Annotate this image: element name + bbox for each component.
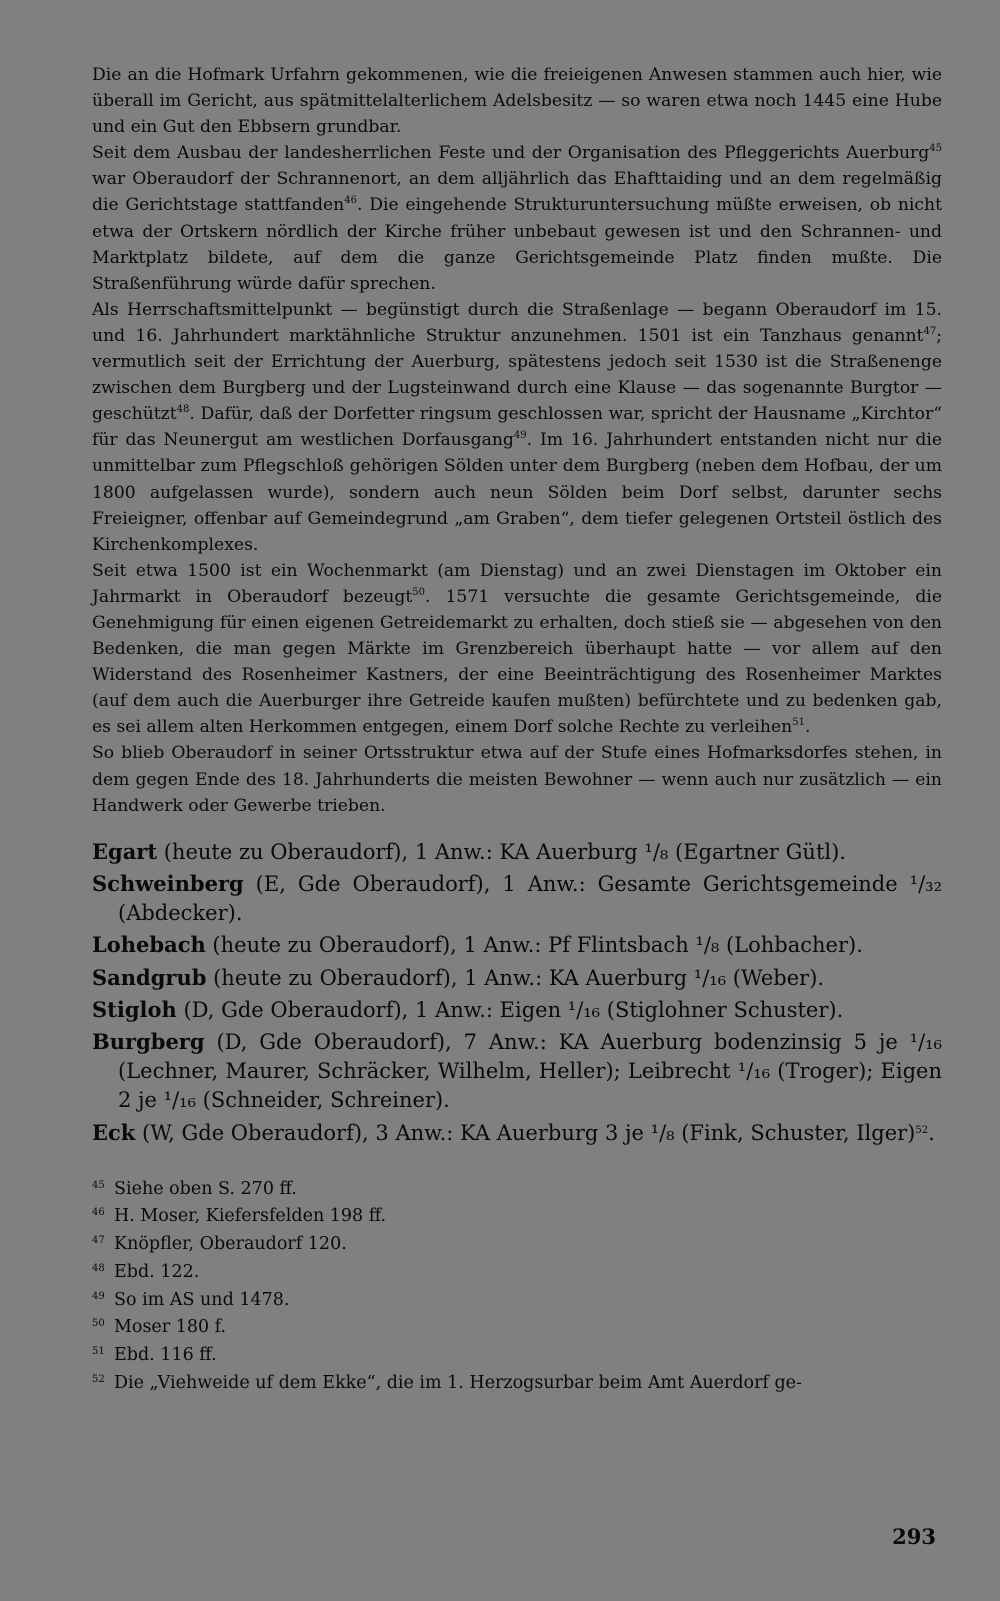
footnote-text: Ebd. 116 ff. bbox=[114, 1344, 217, 1365]
paragraph bbox=[92, 297, 942, 558]
paragraph-text: . Dafür, daß der Dorfetter ringsum geschlossen war, spricht der Hausname „Kirchtor“ für das Neunergut am westlichen Dorfausgang bbox=[92, 404, 942, 451]
place-details: (heute zu Oberaudorf), 1 Anw.: KA Auerburg ¹/₁₆ (Weber). bbox=[206, 965, 825, 990]
paragraph-text: Seit etwa 1500 ist ein Wochenmarkt (am Dienstag) und an zwei Dienstagen im Oktober ein Jahrmarkt in Oberaudorf bezeugt bbox=[92, 560, 942, 607]
paragraph-text: war Oberaudorf der Schrannenort, an dem alljährlich das Ehafttaiding und an dem regelmäßig die Gerichtstage stattfanden bbox=[92, 169, 942, 216]
place-details: (W, Gde Oberaudorf), 3 Anw.: KA Auerburg 3 je ¹/₈ (Fink, Schuster, Ilger) bbox=[135, 1120, 916, 1145]
footnote bbox=[92, 1257, 942, 1285]
footnote bbox=[92, 1229, 942, 1257]
footnote-text: Die „Viehweide uf dem Ekke“, die im 1. Herzogsurbar beim Amt Auerdorf ge- bbox=[114, 1372, 802, 1393]
paragraph-text: ; vermutlich seit der Errichtung der Auerburg, spätestens jedoch seit 1530 ist die Straßenenge zwischen dem Burgberg und der Lugsteinwand durch eine Klause — das sogenannte Burgtor — geschützt bbox=[92, 325, 942, 425]
place-name: Schweinberg bbox=[92, 870, 244, 896]
place-details: (E, Gde Oberaudorf), 1 Anw.: Gesamte Gerichtsgemeinde ¹/₃₂ (Abdecker). bbox=[118, 871, 942, 926]
paragraph-text: . 1571 versuchte die gesamte Gerichtsgemeinde, die Genehmigung für einen eigenen Getreidemarkt zu erhalten, doch stieß sie — abgesehen von den Bedenken, die man gegen Märkte im Grenzbereich überhaupt hatte — vor allem auf den Widerstand des Rosenheimer Kastners, der eine Beeinträchtigung des Rosenheimer Marktes (auf dem auch die Auerburger ihre Getreide kaufen mußten) befürchtete und zu bedenken gab, es sei allem alten Herkommen entgegen, einem Dorf solche Rechte zu verleihen bbox=[92, 586, 942, 738]
paragraph-text: . Im 16. Jahrhundert entstanden nicht nur die unmittelbar zum Pflegschloß gehörigen Sölden unter dem Burgberg (neben dem Hofbau, der um 1800 aufgelassen wurde), sondern auch neun Sölden beim Dorf selbst, darunter sechs Freieigner, offenbar auf Gemeindegrund „am Graben“, dem tiefer gelegenen Ortsteil östlich des Kirchenkomplexes. bbox=[92, 430, 943, 555]
place-details: (heute zu Oberaudorf), 1 Anw.: Pf Flintsbach ¹/₈ (Lohbacher). bbox=[205, 933, 863, 958]
place-name: Sandgrub bbox=[92, 964, 207, 990]
paragraph bbox=[92, 740, 942, 818]
place-entry bbox=[92, 1118, 942, 1148]
place-name: Burgberg bbox=[92, 1028, 205, 1054]
paragraph-text: Die an die Hofmark Urfahrn gekommenen, wie die freieigenen Anwesen stammen auch hier, wie überall im Gericht, aus spätmittelalterlichem Adelsbesitz — so waren etwa noch 1445 eine Hube und ein Gut den Ebbsern grundbar. bbox=[92, 65, 942, 138]
footnote-number: 48 bbox=[92, 1262, 105, 1274]
place-name: Lohebach bbox=[92, 932, 206, 958]
footnote-number: 47 bbox=[92, 1235, 105, 1247]
place-name: Eck bbox=[92, 1119, 136, 1145]
place-entry bbox=[92, 1027, 942, 1116]
footnote bbox=[92, 1174, 942, 1202]
footnote-ref: 47 bbox=[923, 325, 937, 337]
paragraph bbox=[92, 62, 942, 140]
footnote-number: 51 bbox=[92, 1345, 105, 1357]
footnote bbox=[92, 1285, 942, 1313]
paragraph bbox=[92, 140, 942, 297]
place-entry bbox=[92, 869, 942, 928]
footnote-text: Ebd. 122. bbox=[114, 1261, 200, 1282]
footnote-ref: 49 bbox=[513, 430, 527, 442]
footnote bbox=[92, 1312, 942, 1340]
footnote bbox=[92, 1340, 942, 1368]
place-entry bbox=[92, 963, 942, 993]
paragraph-text: Als Herrschaftsmittelpunkt — begünstigt durch die Straßenlage — begann Oberaudorf im 15. und 16. Jahrhundert marktähnliche Struktur anzunehmen. 1501 ist ein Tanzhaus genannt bbox=[92, 299, 942, 346]
place-entry bbox=[92, 995, 942, 1025]
footnote-text: Knöpfler, Oberaudorf 120. bbox=[114, 1234, 347, 1255]
footnote-number: 49 bbox=[92, 1290, 105, 1302]
place-entry bbox=[92, 837, 942, 867]
footnote-ref: 48 bbox=[176, 404, 190, 416]
footnote-text: Siehe oben S. 270 ff. bbox=[114, 1178, 297, 1199]
footnote-text: Moser 180 f. bbox=[114, 1317, 227, 1338]
place-name: Stigloh bbox=[92, 996, 177, 1022]
footnote-number: 52 bbox=[92, 1373, 105, 1385]
body-text bbox=[92, 62, 942, 819]
footnote-text: H. Moser, Kiefersfelden 198 ff. bbox=[114, 1206, 387, 1227]
paragraph bbox=[92, 558, 942, 741]
footnote-text: So im AS und 1478. bbox=[114, 1289, 290, 1310]
footnote-ref: 51 bbox=[792, 717, 805, 729]
place-details: (D, Gde Oberaudorf), 1 Anw.: Eigen ¹/₁₆ (Stiglohner Schuster). bbox=[176, 997, 844, 1022]
footnote bbox=[92, 1201, 942, 1229]
paragraph-text: . Die eingehende Strukturuntersuchung müßte erweisen, ob nicht etwa der Ortskern nördlich der Kirche früher unbebaut gewesen ist und den Schrannen- und Marktplatz bildete, auf dem die ganze Gerichtsgemeinde Platz finden mußte. Die Straßenführung würde dafür sprechen. bbox=[92, 195, 942, 294]
footnote-number: 46 bbox=[92, 1207, 105, 1219]
place-name: Egart bbox=[92, 838, 158, 864]
paragraph-text: So blieb Oberaudorf in seiner Ortsstruktur etwa auf der Stufe eines Hofmarksdorfes stehen, in dem gegen Ende des 18. Jahrhunderts die meisten Bewohner — wenn auch nur zusätzlich — ein Handwerk oder Gewerbe trieben. bbox=[92, 743, 942, 816]
place-entry bbox=[92, 930, 942, 960]
place-details: (D, Gde Oberaudorf), 7 Anw.: KA Auerburg bodenzinsig 5 je ¹/₁₆ (Lechner, Maurer, Schräcker, Wilhelm, Heller); Leibrecht ¹/₁₆ (Troger); Eigen 2 je ¹/₁₆ (Schneider, Schreiner). bbox=[118, 1029, 942, 1113]
place-details-end: . bbox=[928, 1120, 935, 1145]
footnote-number: 45 bbox=[92, 1179, 105, 1191]
footnote-ref: 46 bbox=[344, 195, 357, 207]
paragraph-text: Seit dem Ausbau der landesherrlichen Feste und der Organisation des Pfleggerichts Auerburg bbox=[92, 143, 930, 164]
footnote-number: 50 bbox=[92, 1318, 105, 1330]
footnote-ref: 50 bbox=[412, 586, 425, 598]
place-entries bbox=[92, 837, 942, 1148]
paragraph-text: . bbox=[804, 717, 811, 738]
page-number: 293 bbox=[892, 1524, 936, 1549]
footnote-ref: 45 bbox=[929, 143, 942, 155]
footnote bbox=[92, 1368, 942, 1396]
footnotes bbox=[92, 1174, 942, 1396]
footnote-ref: 52 bbox=[915, 1124, 929, 1136]
place-details: (heute zu Oberaudorf), 1 Anw.: KA Auerburg ¹/₈ (Egartner Gütl). bbox=[157, 839, 846, 864]
